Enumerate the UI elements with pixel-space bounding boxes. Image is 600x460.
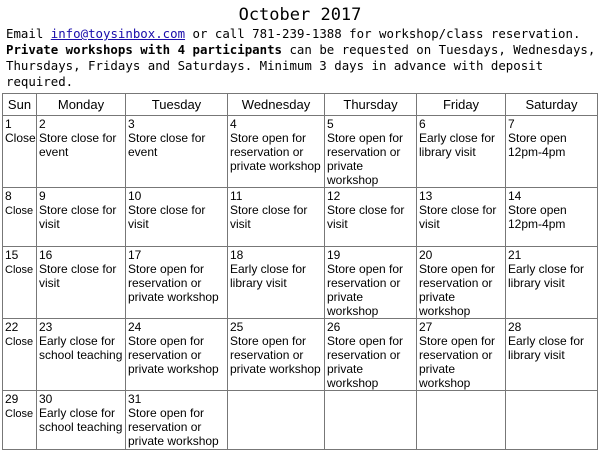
- day-cell: [126, 116, 228, 188]
- day-cell: [37, 247, 126, 319]
- day-cell: [417, 319, 506, 391]
- day-number: 26: [327, 320, 341, 334]
- day-number: 18: [230, 248, 244, 262]
- day-event: Store close for visit: [230, 203, 308, 231]
- day-cell: [325, 188, 417, 247]
- day-number: 8: [5, 189, 12, 203]
- day-event: Store open for reservation or private workshop: [128, 262, 219, 304]
- week-row: [3, 116, 598, 188]
- day-cell: [228, 188, 325, 247]
- day-number: 28: [508, 320, 522, 334]
- day-cell: [506, 247, 598, 319]
- day-number: 5: [327, 117, 334, 131]
- day-number: 2: [39, 117, 46, 131]
- day-event: Store open 12pm-4pm: [508, 203, 567, 231]
- day-event: Store close for event: [128, 131, 206, 159]
- day-header: Monday: [37, 94, 126, 116]
- day-header: Thursday: [325, 94, 417, 116]
- day-number: 11: [230, 189, 243, 203]
- day-cell: [37, 319, 126, 391]
- day-cell: [417, 247, 506, 319]
- day-number: 25: [230, 320, 244, 334]
- day-event: Store open for reservation or private workshop: [230, 334, 321, 376]
- day-header: Friday: [417, 94, 506, 116]
- day-number: 29: [5, 392, 19, 406]
- day-cell: [37, 391, 126, 450]
- day-cell: [3, 247, 37, 319]
- email-prefix: Email: [6, 26, 51, 41]
- day-event: Early close for library visit: [508, 262, 585, 290]
- day-cell-empty: [325, 391, 417, 450]
- day-cell: [37, 116, 126, 188]
- day-number: 6: [419, 117, 426, 131]
- day-event: Store open for reservation or private workshop: [128, 406, 219, 448]
- day-number: 3: [128, 117, 135, 131]
- email-suffix: or call 781-239-1388 for workshop/class reservation.: [185, 26, 581, 41]
- day-number: 12: [327, 189, 341, 203]
- day-cell: [506, 116, 598, 188]
- day-event: Store open for reservation or private workshop: [327, 131, 404, 187]
- week-row: [3, 391, 598, 450]
- day-number: 23: [39, 320, 53, 334]
- day-number: 1: [5, 117, 12, 131]
- day-cell: [506, 319, 598, 391]
- day-cell: [126, 391, 228, 450]
- email-link[interactable]: info@toysinbox.com: [50, 26, 186, 41]
- day-header: Sun: [3, 94, 37, 116]
- day-cell-empty: [228, 391, 325, 450]
- day-event: Close: [5, 408, 34, 420]
- day-cell: [417, 116, 506, 188]
- day-event: Close: [5, 264, 34, 276]
- day-header: Tuesday: [126, 94, 228, 116]
- week-row: [3, 319, 598, 391]
- day-cell: [325, 116, 417, 188]
- intro-text: [6, 26, 596, 90]
- day-event: Close: [5, 205, 34, 217]
- day-event: Store close for visit: [327, 203, 405, 231]
- day-event: Store open for reservation or private workshop: [128, 334, 219, 376]
- day-cell: [228, 319, 325, 391]
- week-row: [3, 247, 598, 319]
- day-event: Store open for reservation or private workshop: [230, 131, 321, 173]
- day-event: Store close for visit: [39, 203, 117, 231]
- day-cell: [325, 247, 417, 319]
- day-number: 4: [230, 117, 237, 131]
- day-event: Close: [5, 336, 34, 348]
- day-number: 15: [5, 248, 19, 262]
- day-number: 20: [419, 248, 433, 262]
- day-number: 19: [327, 248, 341, 262]
- day-event: Store close for visit: [419, 203, 497, 231]
- day-number: 7: [508, 117, 515, 131]
- private-workshop-text: can be requested on Tuesdays, Wednesdays, Thursdays, Fridays and Saturdays. Minimum 3 days in advance with deposit required.: [6, 42, 596, 89]
- day-cell: [3, 319, 37, 391]
- private-workshop-bold: Private workshops with 4 participants: [6, 42, 283, 57]
- day-cell: [506, 188, 598, 247]
- day-event: Store open for reservation or private workshop: [419, 334, 496, 390]
- day-event: Store close for visit: [128, 203, 206, 231]
- day-event: Close: [5, 131, 36, 145]
- day-event: Early close for school teaching: [39, 406, 123, 434]
- day-number: 14: [508, 189, 522, 203]
- day-number: 24: [128, 320, 142, 334]
- day-number: 21: [508, 248, 522, 262]
- day-event: Early close for library visit: [508, 334, 585, 362]
- day-number: 30: [39, 392, 53, 406]
- weekday-header-row: [3, 94, 598, 116]
- day-event: Store open 12pm-4pm: [508, 131, 567, 159]
- page-title: October 2017: [238, 5, 362, 25]
- day-number: 13: [419, 189, 433, 203]
- day-number: 10: [128, 189, 142, 203]
- day-cell: [417, 188, 506, 247]
- day-cell: [126, 247, 228, 319]
- day-header: Saturday: [506, 94, 598, 116]
- day-number: 31: [128, 392, 142, 406]
- day-cell: [3, 116, 37, 188]
- day-cell: [126, 319, 228, 391]
- day-cell-empty: [417, 391, 506, 450]
- day-cell: [228, 247, 325, 319]
- day-event: Store open for reservation or private workshop: [327, 262, 404, 318]
- day-cell: [3, 188, 37, 247]
- day-event: Early close for library visit: [419, 131, 496, 159]
- day-number: 22: [5, 320, 19, 334]
- week-row: [3, 188, 598, 247]
- day-number: 27: [419, 320, 433, 334]
- day-number: 9: [39, 189, 46, 203]
- day-cell: [325, 319, 417, 391]
- day-cell: [126, 188, 228, 247]
- day-event: Store close for visit: [39, 262, 117, 290]
- day-cell: [37, 188, 126, 247]
- day-cell: [228, 116, 325, 188]
- day-event: Early close for library visit: [230, 262, 307, 290]
- day-number: 16: [39, 248, 53, 262]
- day-cell-empty: [506, 391, 598, 450]
- day-number: 17: [128, 248, 142, 262]
- calendar-table: [2, 93, 598, 450]
- day-cell: [3, 391, 37, 450]
- day-event: Early close for school teaching: [39, 334, 123, 362]
- day-event: Store open for reservation or private workshop: [327, 334, 404, 390]
- day-event: Store open for reservation or private workshop: [419, 262, 496, 318]
- day-event: Store close for event: [39, 131, 117, 159]
- day-header: Wednesday: [228, 94, 325, 116]
